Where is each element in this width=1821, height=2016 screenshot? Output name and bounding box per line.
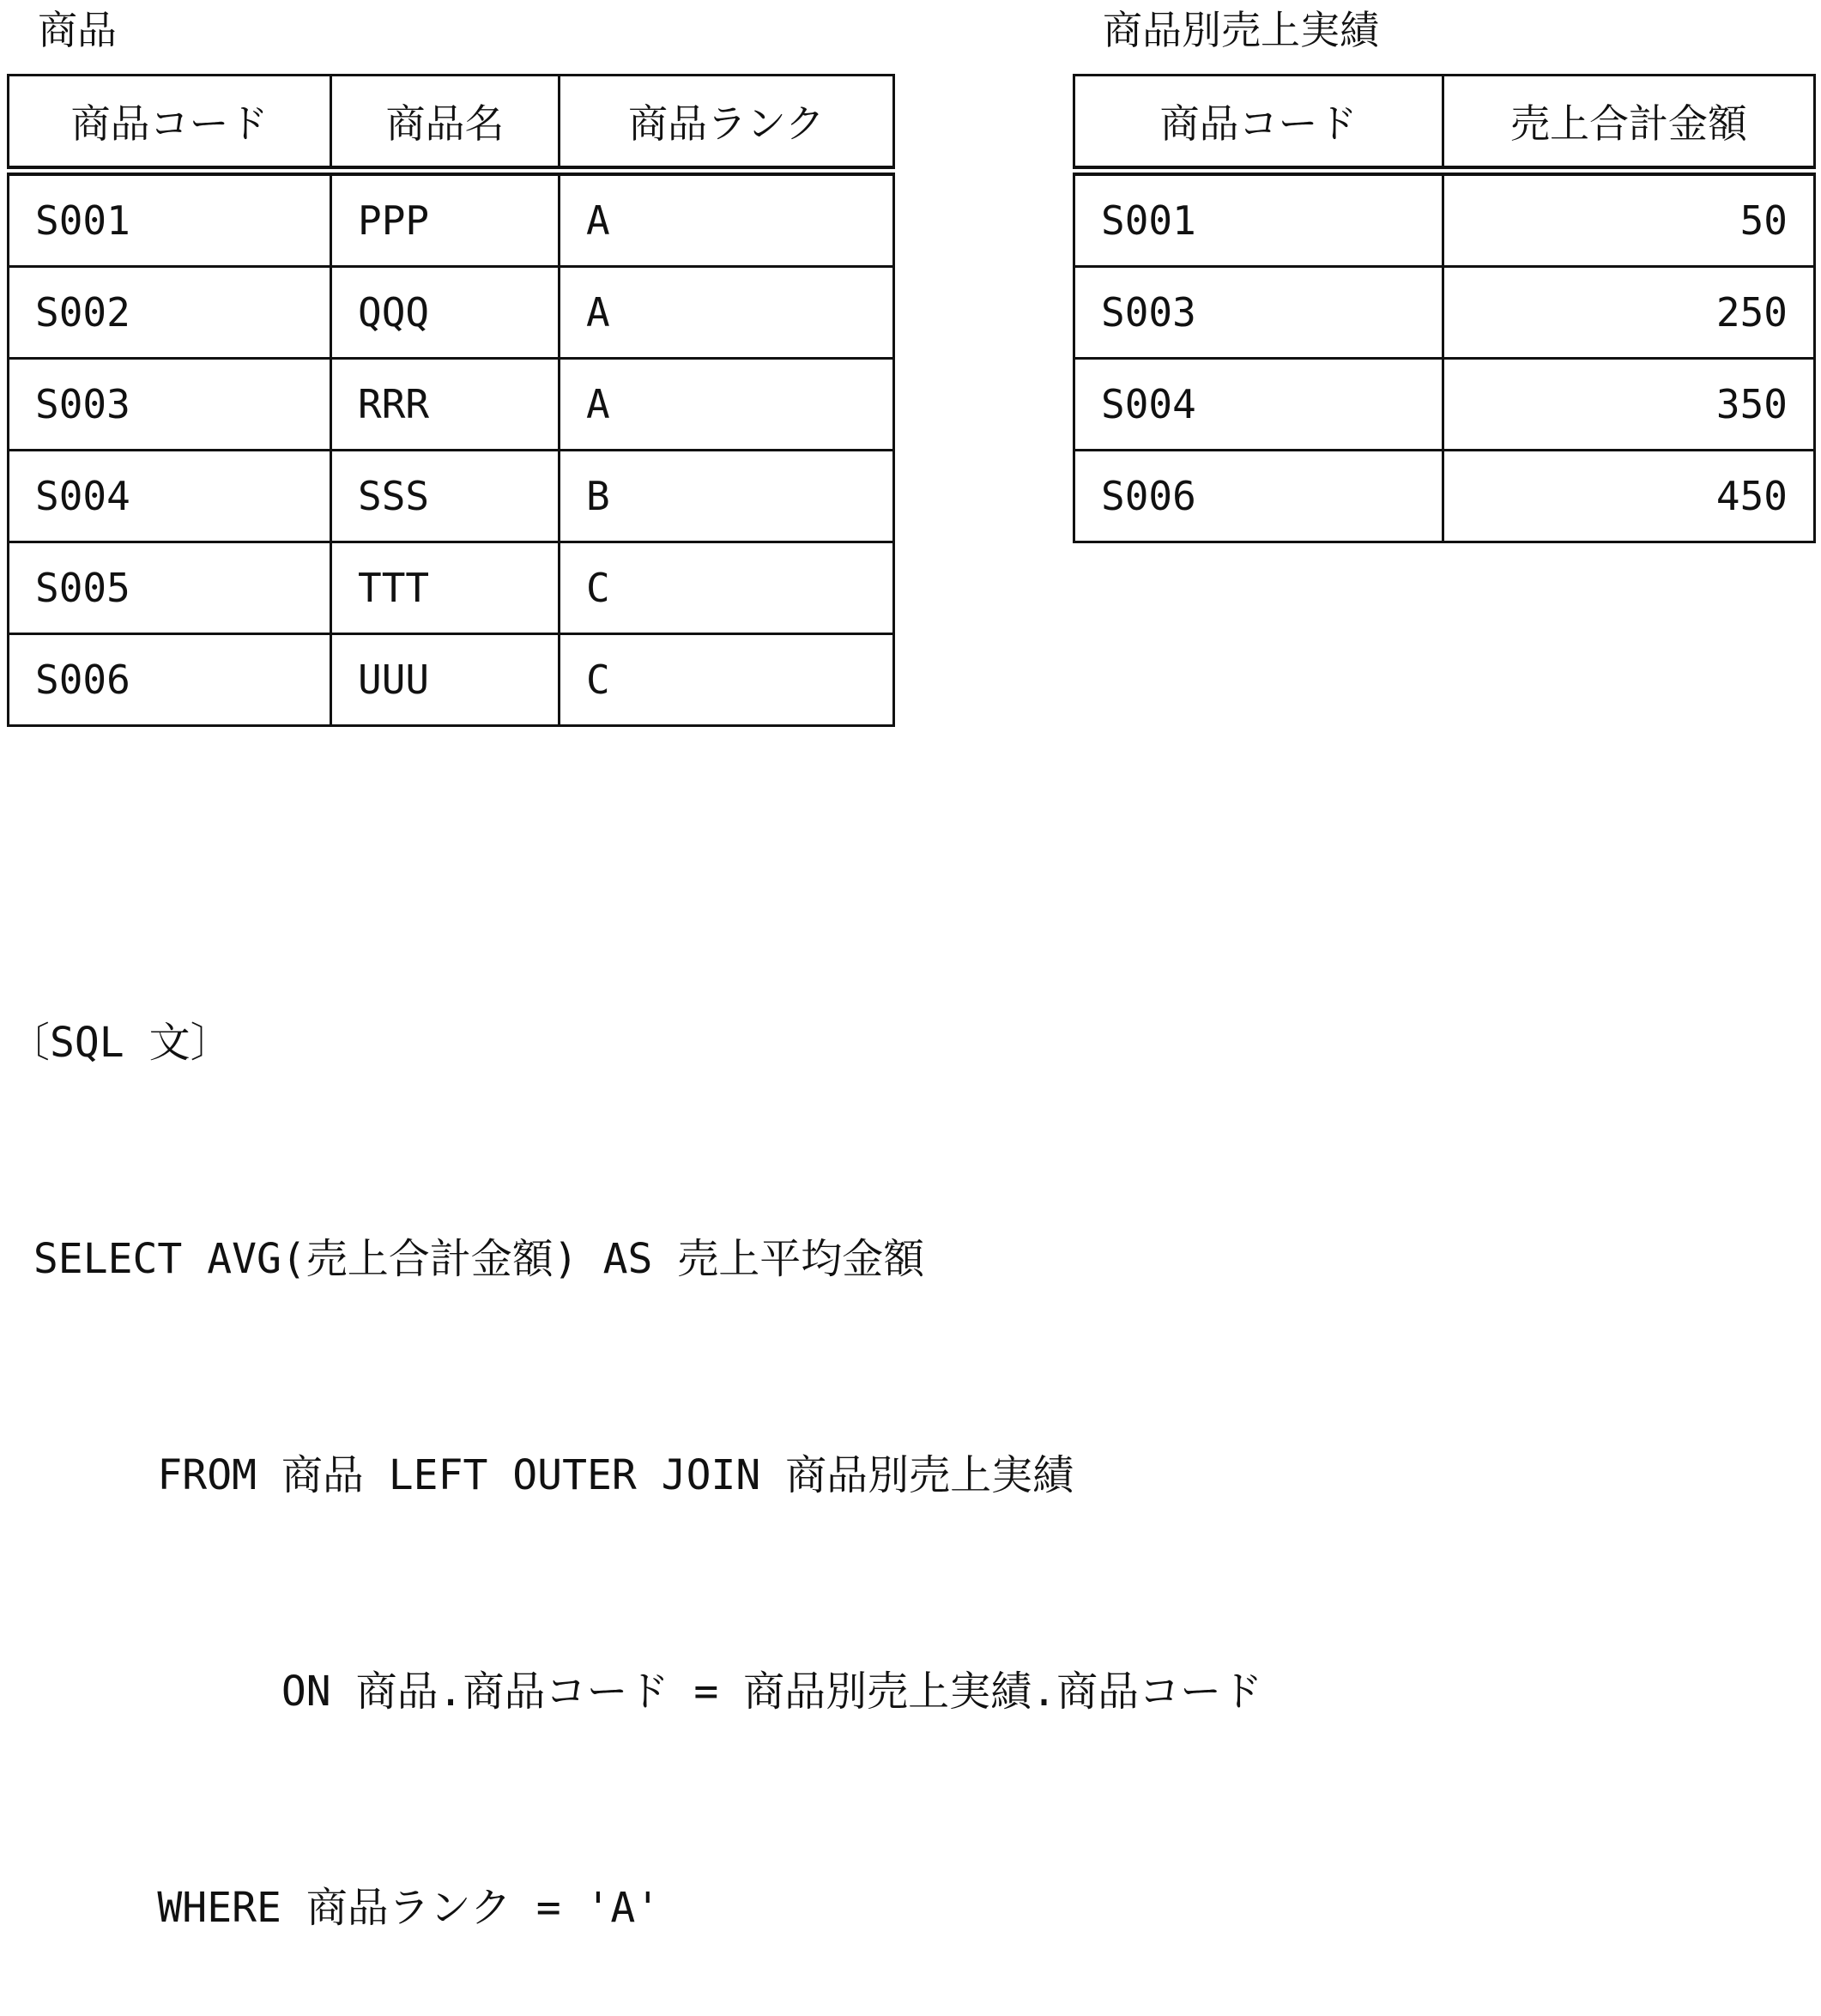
table-row bbox=[9, 171, 894, 267]
product-name-cell: RRR bbox=[331, 359, 560, 451]
product-rank-cell: B bbox=[560, 451, 894, 542]
products-header-name: 商品名 bbox=[331, 76, 560, 172]
sql-line-on: ON 商品.商品コード = 商品別売上実績.商品コード bbox=[9, 1668, 1263, 1716]
sales-header-total: 売上合計金額 bbox=[1443, 76, 1815, 172]
sql-line-where: WHERE 商品ランク = 'A' bbox=[9, 1884, 661, 1932]
product-rank-cell: A bbox=[560, 267, 894, 359]
sql-statement bbox=[9, 863, 1262, 2016]
table-row bbox=[9, 542, 894, 634]
table-row bbox=[1074, 451, 1815, 542]
product-rank-cell: C bbox=[560, 542, 894, 634]
products-table bbox=[7, 74, 895, 727]
product-name-cell: QQQ bbox=[331, 267, 560, 359]
table-row bbox=[1074, 359, 1815, 451]
products-table-title: 商品 bbox=[38, 7, 117, 53]
sales-header-code: 商品コード bbox=[1074, 76, 1443, 172]
table-row bbox=[1074, 171, 1815, 267]
product-name-cell: SSS bbox=[331, 451, 560, 542]
products-header-code: 商品コード bbox=[9, 76, 331, 172]
sales-table-title: 商品別売上実績 bbox=[1103, 7, 1379, 53]
sales-total-cell: 450 bbox=[1443, 451, 1815, 542]
sql-line-select: SELECT AVG(売上合計金額) AS 売上平均金額 bbox=[9, 1235, 925, 1283]
sales-total-cell: 50 bbox=[1443, 171, 1815, 267]
products-header-row bbox=[9, 76, 894, 172]
table-row bbox=[9, 267, 894, 359]
product-name-cell: TTT bbox=[331, 542, 560, 634]
product-name-cell: PPP bbox=[331, 171, 560, 267]
sales-code-cell: S004 bbox=[1074, 359, 1443, 451]
table-row bbox=[9, 359, 894, 451]
product-code-cell: S005 bbox=[9, 542, 331, 634]
sales-table bbox=[1073, 74, 1816, 543]
product-code-cell: S003 bbox=[9, 359, 331, 451]
sql-label: 〔SQL 文〕 bbox=[9, 1019, 232, 1067]
sales-header-row bbox=[1074, 76, 1815, 172]
product-name-cell: UUU bbox=[331, 634, 560, 726]
sales-code-cell: S006 bbox=[1074, 451, 1443, 542]
product-rank-cell: A bbox=[560, 359, 894, 451]
product-code-cell: S004 bbox=[9, 451, 331, 542]
sales-code-cell: S003 bbox=[1074, 267, 1443, 359]
table-row bbox=[1074, 267, 1815, 359]
sales-total-cell: 350 bbox=[1443, 359, 1815, 451]
product-code-cell: S002 bbox=[9, 267, 331, 359]
sales-code-cell: S001 bbox=[1074, 171, 1443, 267]
products-header-rank: 商品ランク bbox=[560, 76, 894, 172]
sales-total-cell: 250 bbox=[1443, 267, 1815, 359]
product-rank-cell: A bbox=[560, 171, 894, 267]
product-code-cell: S001 bbox=[9, 171, 331, 267]
table-row bbox=[9, 634, 894, 726]
product-rank-cell: C bbox=[560, 634, 894, 726]
sql-line-from: FROM 商品 LEFT OUTER JOIN 商品別売上実績 bbox=[9, 1451, 1074, 1499]
product-code-cell: S006 bbox=[9, 634, 331, 726]
table-row bbox=[9, 451, 894, 542]
